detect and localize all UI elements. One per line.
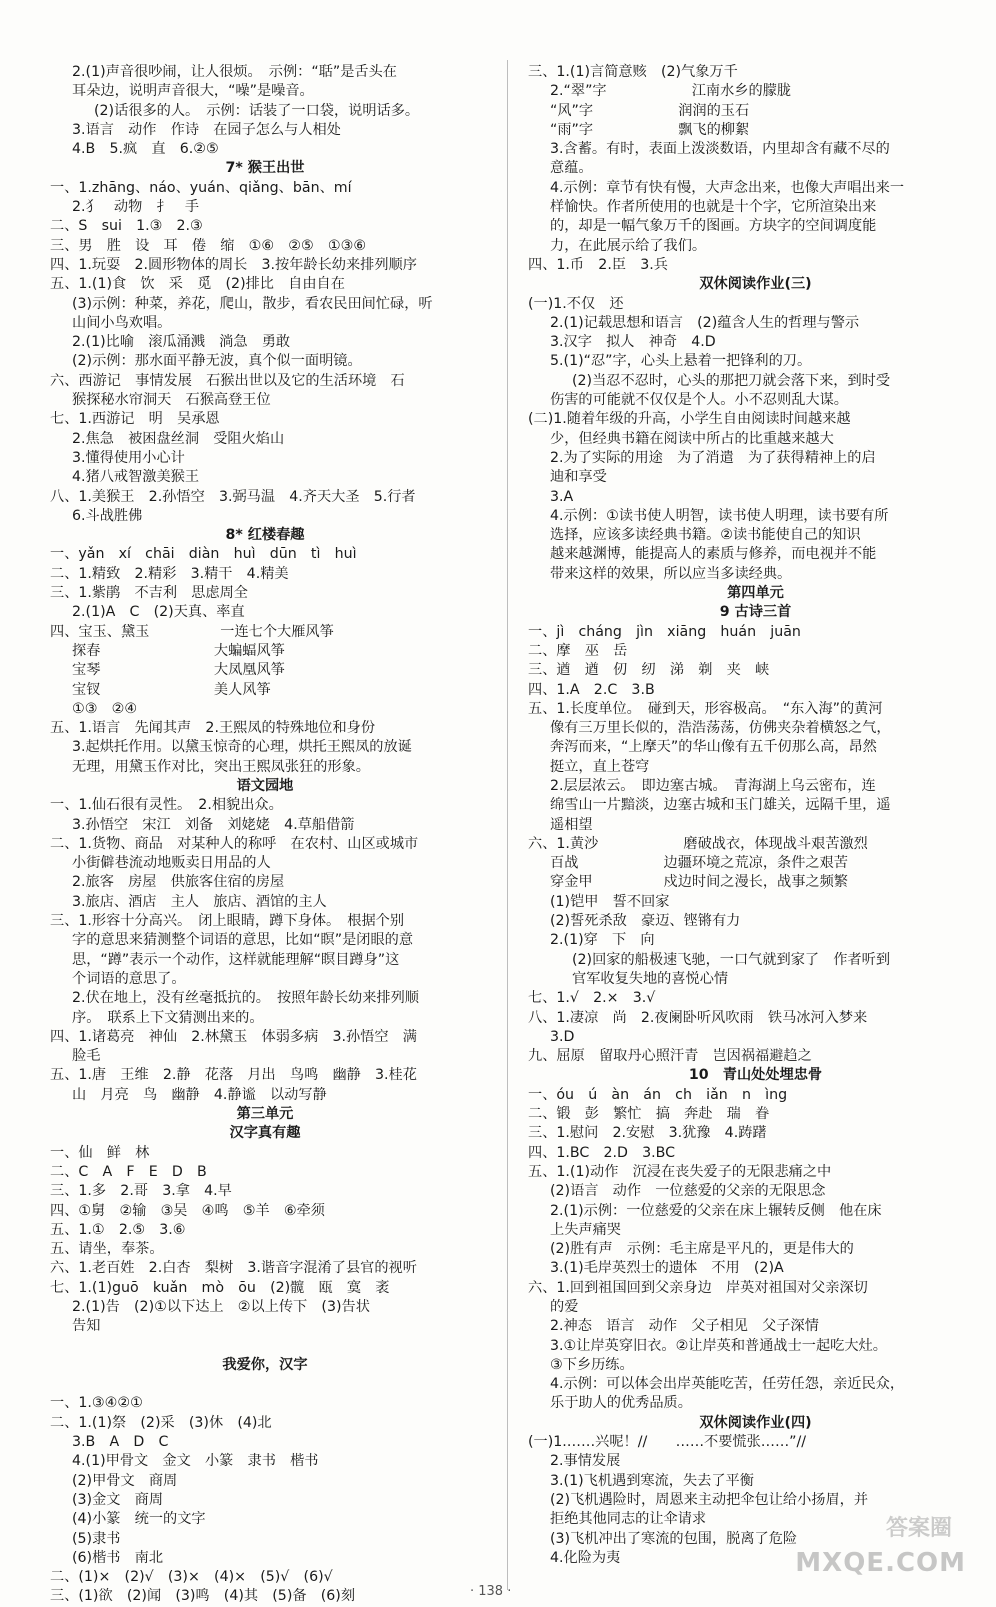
left-answer-line: (2)甲骨文 商周: [72, 1472, 178, 1489]
left-answer-line: 四、①舅 ②输 ③吴 ④鸣 ⑤羊 ⑥牵须: [50, 1202, 325, 1219]
left-answer-line: 五、1.① 2.⑤ 3.⑥: [50, 1221, 186, 1238]
right-answer-line: (二)1.随着年级的升高，小学生自由阅读时间越来越: [528, 411, 851, 428]
left-answer-line: 七、1.(1)guō kuǎn mò ōu (2)髋 瓯 寞 袤: [50, 1279, 390, 1296]
left-answer-line: 4.(1)甲骨文 金文 小篆 隶书 楷书: [72, 1453, 319, 1470]
right-section-heading: 10 青山处处埋忠骨: [688, 1067, 823, 1084]
left-answer-line: 6.斗战胜佛: [72, 507, 143, 524]
left-answer-line: 五、1.唐 王维 2.静 花落 月出 鸟鸣 幽静 3.桂花: [50, 1067, 417, 1084]
page-number: · 138 ·: [470, 1584, 512, 1599]
right-answer-line: 八、1.凄凉 尚 2.夜阑卧听风吹雨 铁马冰河入梦来: [528, 1009, 868, 1026]
right-answer-line: 3.①让岸英穿旧衣。②让岸英和普通战士一起吃大灶。: [550, 1337, 887, 1354]
right-answer-line: 选择，应该多读经典书籍。②读书能使自己的知识: [550, 527, 861, 544]
right-answer-line: (2)胜有声 示例：毛主席是平凡的，更是伟大的: [550, 1241, 854, 1258]
right-answer-line: 3.D: [550, 1028, 575, 1045]
left-answer-line: 2.(1)声音很吵闹，让人很烦。 示例：“聒”是舌头在: [72, 64, 397, 80]
right-answer-line: 3.(1)飞机遇到寒流，失去了平衡: [550, 1472, 754, 1489]
right-answer-line: 穿金甲 戍边时间之漫长，战事之频繁: [550, 874, 848, 891]
left-section-heading: 语文园地: [236, 777, 294, 794]
left-answer-line: 四、1.玩耍 2.圆形物体的周长 3.按年龄长幼来排列顺序: [50, 256, 417, 273]
left-answer-line: 2.伏在地上，没有丝毫抵抗的。 按照年龄长幼来排列顺: [72, 990, 419, 1007]
left-answer-line: 3.孙悟空 宋江 刘备 刘姥姥 4.草船借箭: [72, 816, 355, 833]
left-answer-line: (3)金文 商周: [72, 1491, 164, 1508]
left-answer-line: 字的意思来猜测整个词语的意思，比如“瞑”是闭眼的意: [72, 932, 414, 949]
right-answer-line: 三、1.慰问 2.安慰 3.犹豫 4.踌躇: [528, 1125, 767, 1142]
left-answer-line: 告知: [72, 1318, 101, 1335]
left-answer-line: 二、(1)× (2)√ (3)× (4)× (5)√ (6)√: [50, 1569, 333, 1586]
right-answer-line: 乐于助人的优秀品质。: [550, 1395, 692, 1412]
right-answer-line: 2.为了实际的用途 为了消遣 为了获得精神上的启: [550, 449, 876, 466]
left-answer-line: 五、请坐，奉茶。: [50, 1241, 164, 1258]
right-answer-line: 像有三万里长似的，浩浩荡荡，仿佛夹杂着横怒之气，: [550, 720, 891, 737]
watermark-url: MXQE.COM: [795, 1548, 966, 1578]
right-answer-line: (2)语言 动作 一位慈爱的父亲的无限思念: [550, 1183, 826, 1200]
right-answer-line: 2.“翠”字 江南水乡的朦胧: [550, 83, 792, 100]
right-answer-line: (一)1.不仅 还: [528, 295, 624, 312]
right-answer-line: 五、1.(1)动作 沉浸在丧失爱子的无限悲痛之中: [528, 1163, 832, 1180]
right-answer-line: 3.(1)毛岸英烈士的遗体 不用 (2)A: [550, 1260, 784, 1277]
right-answer-line: (1)铠甲 誓不回家: [550, 893, 670, 910]
left-answer-line: 脸毛: [72, 1048, 101, 1065]
left-answer-line: 3.旅店、酒店 主人 旅店、酒馆的主人: [72, 893, 327, 910]
left-answer-line: 4.猪八戒智激美猴王: [72, 469, 200, 486]
left-answer-line: (6)楷书 南北: [72, 1549, 164, 1566]
right-answer-line: 4.示例：可以体会出岸英能吃苦，任劳任怨，亲近民众，: [550, 1376, 905, 1393]
right-answer-line: 七、1.√ 2.× 3.√: [528, 990, 656, 1007]
left-answer-line: [50, 1375, 480, 1394]
left-answer-line: 一、yǎn xí chāi diàn huì dūn tì huì: [50, 546, 357, 563]
right-answer-line: 上失声痛哭: [550, 1221, 621, 1238]
left-answer-line: 探春 大蝙蝠风筝: [72, 642, 285, 659]
left-column: [50, 63, 480, 1607]
left-answer-line: 小街僻巷流动地贩卖日用品的人: [72, 855, 271, 872]
left-answer-line: (2)示例：那水面平静无波，真个似一面明镜。: [72, 353, 362, 370]
right-answer-line: 五、1.长度单位。 碰到天，形容极高。 “东入海”的黄河: [528, 700, 883, 717]
left-answer-line: [50, 1337, 480, 1356]
right-column: [528, 63, 983, 1568]
column-divider: [507, 60, 508, 1590]
right-answer-line: 3.A: [550, 488, 574, 505]
right-answer-line: ③下乡历练。: [550, 1356, 634, 1373]
right-answer-line: 2.(1)示例：一位慈爱的父亲在床上辗转反侧 他在床: [550, 1202, 882, 1219]
left-answer-line: 3.B A D C: [72, 1434, 169, 1451]
right-answer-line: 少，但经典书籍在阅读中所占的比重越来越大: [550, 430, 834, 447]
left-answer-line: 山 月亮 鸟 幽静 4.静谧 以动写静: [72, 1086, 327, 1103]
left-answer-line: 八、1.美猴王 2.孙悟空 3.弼马温 4.齐天大圣 5.行者: [50, 488, 416, 505]
left-answer-line: (3)示例：种菜，养花，爬山，散步，看农民田间忙碌，听: [72, 295, 433, 312]
right-answer-line: 挺立，直上苍穹: [550, 758, 650, 775]
left-answer-line: 2.(1)告 (2)①以下达上 ②以上传下 (3)告状: [72, 1299, 370, 1315]
right-answer-line: 2.(1)记载思想和语言 (2)蕴含人生的哲理与警示: [550, 314, 860, 331]
left-answer-line: 宝钗 美人风筝: [72, 681, 271, 698]
right-answer-line: 迪和享受: [550, 469, 607, 486]
right-answer-line: 奔泻而来，“上摩天”的华山像有五千仞那么高，昂然: [550, 739, 877, 756]
left-answer-line: 猴探秘水帘洞天 石猴高登王位: [72, 392, 271, 409]
left-answer-line: 一、1.③④②①: [50, 1395, 143, 1412]
right-answer-line: 一、jì cháng jìn xiāng huán juān: [528, 623, 801, 640]
right-answer-line: 百战 边疆环境之荒凉，条件之艰苦: [550, 855, 848, 872]
left-answer-line: 四、宝玉、黛玉 一连七个大雁风筝: [50, 623, 334, 640]
right-answer-line: (2)当忍不忍时，心头的那把刀就会落下来，到时受: [572, 372, 891, 389]
right-answer-line: 三、1.(1)言简意赅 (2)气象万千: [528, 64, 738, 80]
watermark-logo: 答案圈: [885, 1516, 952, 1541]
left-answer-line: 宝琴 大凤凰风筝: [72, 662, 285, 679]
right-answer-line: 2.神态 语言 动作 父子相见 父子深情: [550, 1318, 819, 1335]
right-answer-line: 遥相望: [550, 816, 593, 833]
left-answer-line: 四、1.诸葛亮 神仙 2.林黛玉 体弱多病 3.孙悟空 满: [50, 1028, 417, 1045]
left-answer-line: (2)话很多的人。 示例：话装了一口袋，说明话多。: [94, 102, 420, 119]
left-answer-line: 2.(1)A C (2)天真、率直: [72, 604, 245, 621]
right-answer-line: 四、1.A 2.C 3.B: [528, 681, 655, 698]
right-answer-line: 2.(1)穿 下 向: [550, 932, 655, 949]
left-answer-line: 序。 联系上下文猜测出来的。: [72, 1009, 264, 1026]
right-answer-line: 三、遒 遒 仞 纫 涕 剃 夹 峡: [528, 662, 770, 679]
left-answer-line: (5)隶书: [72, 1530, 121, 1547]
left-answer-line: 3.懂得使用小心计: [72, 449, 185, 466]
left-section-heading: 8* 红楼春趣: [225, 527, 305, 544]
left-answer-line: 2.旅客 房屋 供旅客住宿的房屋: [72, 874, 285, 891]
right-answer-line: 5.(1)“忍”字，心头上悬着一把锋利的刀。: [550, 353, 812, 370]
right-answer-line: (2)誓死杀敌 豪迈、铿锵有力: [550, 913, 741, 930]
right-answer-line: “雨”字 飘飞的柳絮: [550, 121, 750, 138]
right-answer-line: 绵雪山一片黯淡，边塞古城和玉门雄关，远隔千里，遥: [550, 797, 891, 814]
right-answer-line: (一)1.……兴呢！// ……不要慌张……”//: [528, 1434, 807, 1451]
left-answer-line: 三、1.形容十分高兴。 闭上眼睛，蹲下身体。 根据个别: [50, 913, 405, 930]
right-answer-line: (2)回家的船极速飞驰，一口气就到家了 作者听到: [572, 951, 891, 968]
right-answer-line: 带来这样的效果，所以应当多读经典。: [550, 565, 792, 582]
right-answer-line: 二、锻 彭 繁忙 搞 奔赴 瑞 眷: [528, 1106, 770, 1123]
left-answer-line: 二、C A F E D B: [50, 1163, 207, 1180]
right-answer-line: 九、屈原 留取丹心照汗青 岂因祸福避趋之: [528, 1048, 812, 1065]
left-answer-line: 3.语言 动作 作诗 在园子怎么与人相处: [72, 121, 341, 138]
left-answer-line: 三、(1)欲 (2)闻 (3)鸣 (4)其 (5)备 (6)刻: [50, 1588, 356, 1605]
right-answer-line: 意蕴。: [550, 160, 593, 177]
right-answer-line: 4.示例：①读书使人明智，读书使人明理，读书要有所: [550, 507, 889, 524]
left-answer-line: 3.起烘托作用。以黛玉惊奇的心理，烘托王熙凤的放诞: [72, 739, 412, 756]
right-answer-line: (3)飞机冲出了寒流的包围，脱离了危险: [550, 1530, 798, 1547]
left-answer-line: 五、1.语言 先闻其声 2.王熙凤的特殊地位和身份: [50, 720, 376, 737]
left-answer-line: 二、1.精致 2.精彩 3.精干 4.精美: [50, 565, 289, 582]
left-answer-line: 六、1.老百姓 2.白杏 梨树 3.谐音字混淆了县官的视听: [50, 1260, 417, 1277]
left-section-heading: 汉字真有趣: [229, 1125, 301, 1142]
right-answer-line: 六、1.黄沙 磨破战衣，体现战斗艰苦激烈: [528, 835, 868, 852]
left-answer-line: 4.B 5.疯 直 6.②⑤: [72, 141, 219, 158]
right-answer-line: 官军收复失地的喜悦心情: [572, 970, 729, 987]
right-section-heading: 双休阅读作业(三): [699, 276, 812, 293]
right-answer-line: 4.化险为夷: [550, 1549, 621, 1566]
left-section-heading: 第三单元: [236, 1106, 294, 1123]
right-answer-line: 4.示例：章节有快有慢，大声念出来，也像大声唱出来一: [550, 179, 905, 196]
right-answer-line: 伤害的可能就不仅仅是个人。小不忍则乱大谋。: [550, 392, 848, 409]
left-answer-line: 三、1.紫鹃 不吉利 思虑周全: [50, 585, 248, 602]
left-answer-line: 山间小鸟欢唱。: [72, 314, 172, 331]
right-answer-line: 拒绝其他同志的让伞请求: [550, 1511, 707, 1528]
right-answer-line: 一、óu ú àn án ch iǎn n ìng: [528, 1086, 788, 1103]
left-answer-line: 耳朵边，说明声音很大，“噪”是噪音。: [72, 83, 314, 100]
right-answer-line: 越来越渊博，能提高人的素质与修养，而电视并不能: [550, 546, 877, 563]
left-answer-line: 思，“蹲”表示一个动作，这样就能理解“瞑目蹲身”这: [72, 951, 400, 968]
right-section-heading: 9 古诗三首: [719, 604, 792, 621]
right-answer-line: 二、摩 巫 岳: [528, 642, 628, 659]
right-answer-line: 2.层层浓云。 即边塞古城。 青海湖上乌云密布，连: [550, 777, 876, 794]
right-answer-line: 3.含蓄。有时，表面上泼淡数语，内里却含有藏不尽的: [550, 141, 890, 158]
left-answer-line: 一、仙 鲜 林: [50, 1144, 150, 1161]
left-answer-line: 三、男 胜 设 耳 倦 缩 ①⑥ ②⑤ ①③⑥: [50, 237, 367, 254]
left-answer-line: 2.(1)比喻 滚瓜涌溅 淌急 勇敢: [72, 334, 291, 351]
right-answer-line: 的爱: [550, 1299, 579, 1315]
left-answer-line: 无理，用黛玉作对比，突出王熙凤张狂的形象。: [72, 758, 370, 775]
left-answer-line: 2.犭 动物 扌 手: [72, 199, 200, 216]
left-answer-line: 二、S sui 1.③ 2.③: [50, 218, 203, 235]
left-answer-line: 一、1.zhāng、náo、yuán、qiǎng、bān、mí: [50, 179, 352, 196]
right-answer-line: 六、1.回到祖国回到父亲身边 岸英对祖国对父亲深切: [528, 1279, 868, 1296]
right-answer-line: 2.事情发展: [550, 1453, 621, 1470]
left-answer-line: 六、西游记 事情发展 石猴出世以及它的生活环境 石: [50, 372, 405, 389]
left-section-heading: 7* 猴王出世: [225, 160, 305, 177]
right-answer-line: 样愉快。作者所使用的也就是十个字，它所渲染出来: [550, 199, 877, 216]
left-answer-line: 2.焦急 被困盘丝洞 受阻火焰山: [72, 430, 285, 447]
left-answer-line: 五、1.(1)食 饮 采 觅 (2)排比 自由自在: [50, 276, 345, 293]
right-section-heading: 双休阅读作业(四): [699, 1414, 812, 1431]
right-answer-line: “风”字 润润的玉石: [550, 102, 750, 119]
right-answer-line: 的，却是一幅气象万千的图画。方块字的空间调度能: [550, 218, 877, 235]
right-section-heading: 第四单元: [727, 585, 784, 602]
left-answer-line: 七、1.西游记 明 吴承恩: [50, 411, 220, 428]
right-answer-line: 四、1.币 2.臣 3.兵: [528, 256, 668, 273]
left-answer-line: (4)小篆 统一的文字: [72, 1511, 206, 1528]
left-answer-line: 二、1.货物、商品 对某种人的称呼 在农村、山区或城市: [50, 835, 419, 852]
right-answer-line: 四、1.BC 2.D 3.BC: [528, 1144, 676, 1161]
left-section-heading: 我爱你，汉字: [222, 1356, 308, 1373]
left-answer-line: 一、1.仙石很有灵性。 2.相貌出众。: [50, 797, 283, 814]
left-answer-line: 三、1.多 2.哥 3.拿 4.早: [50, 1183, 232, 1200]
left-answer-line: ①③ ②④: [72, 700, 138, 717]
left-answer-line: 二、1.(1)祭 (2)采 (3)休 (4)北: [50, 1414, 272, 1431]
right-answer-line: (2)飞机遇险时，周恩来主动把伞包让给小扬眉，并: [550, 1491, 869, 1508]
left-answer-line: 个词语的意思了。: [72, 970, 186, 987]
right-answer-line: 3.汉字 拟人 神奇 4.D: [550, 334, 716, 351]
right-answer-line: 力，在此展示给了我们。: [550, 237, 707, 254]
